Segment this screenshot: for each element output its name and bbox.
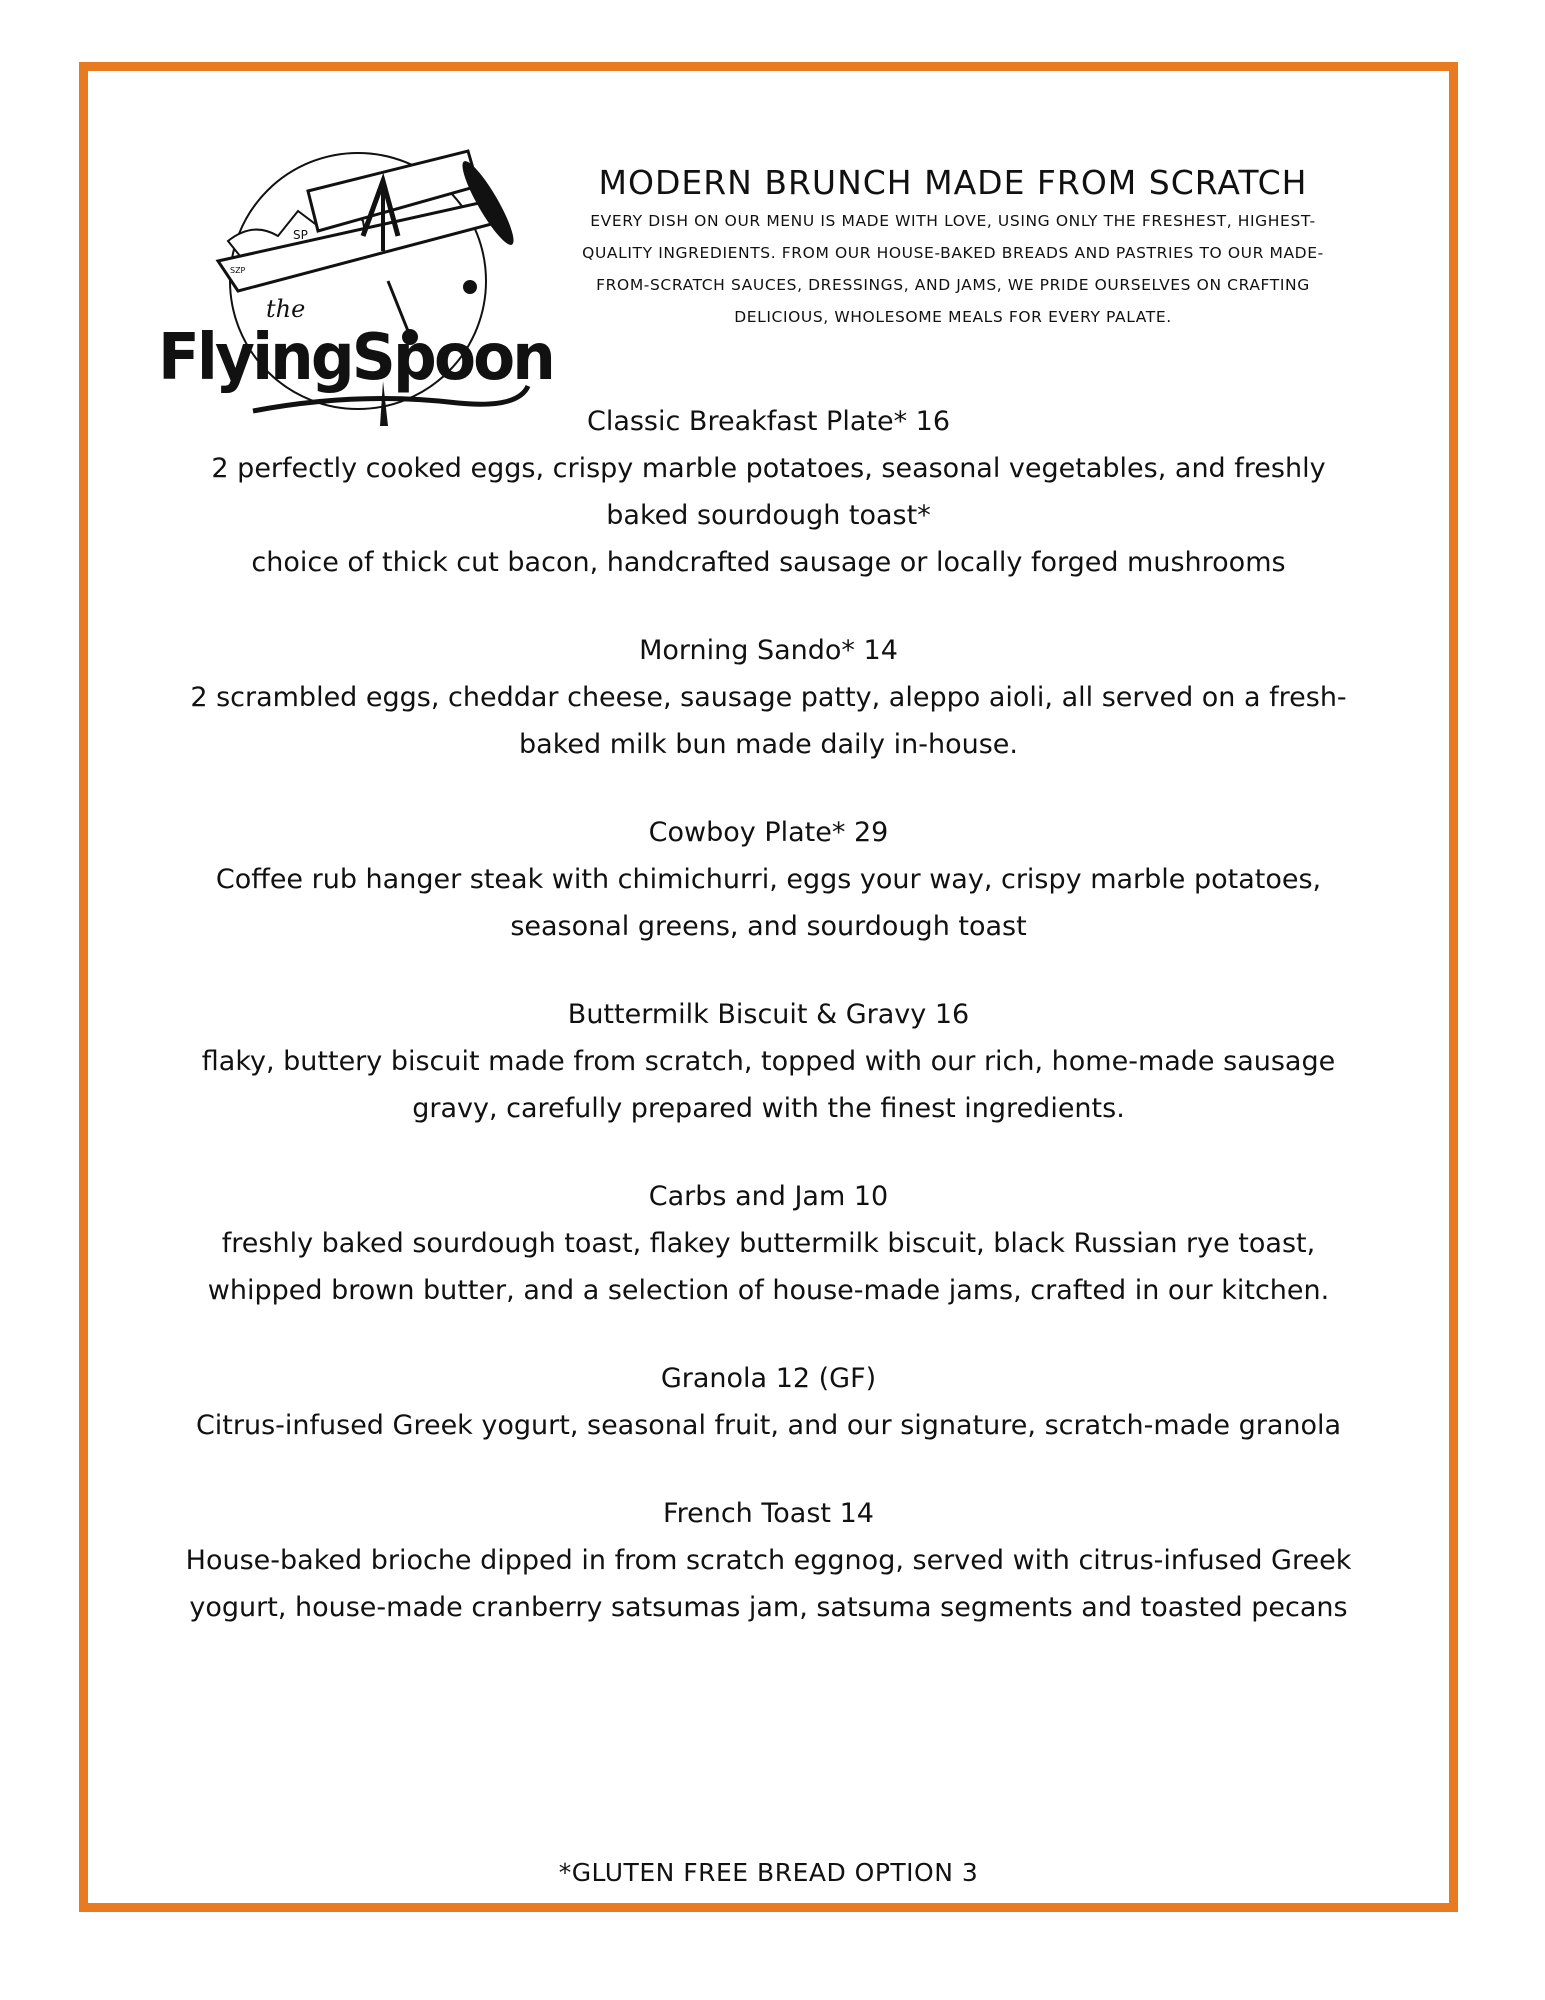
logo-wordmark: FlyingSpoon <box>158 321 553 395</box>
item-price: 29 <box>853 817 889 848</box>
item-description: flaky, buttery biscuit made from scratch, topped with our rich, home-made sausage gravy, carefully prepared with the finest ingredients. <box>201 1046 1336 1124</box>
menu-item-buttermilk-biscuit-gravy <box>88 992 1449 1132</box>
item-price: 10 <box>853 1181 889 1212</box>
plane-mark-2: SZP <box>230 266 246 275</box>
item-price: 14 <box>839 1498 874 1529</box>
menu-item-french-toast <box>88 1491 1449 1631</box>
menu-item-cowboy-plate <box>88 810 1449 950</box>
item-name: French Toast <box>663 1498 831 1529</box>
item-description: Coffee rub hanger steak with chimichurri, eggs your way, crispy marble potatoes, seasonal greens, and sourdough toast <box>215 864 1322 942</box>
menu-page <box>79 62 1458 1912</box>
item-description: 2 perfectly cooked eggs, crispy marble potatoes, seasonal vegetables, and freshly baked sourdough toast* <box>211 453 1326 531</box>
menu-list <box>88 399 1449 1673</box>
logo-small-text: the <box>266 295 306 323</box>
item-note: choice of thick cut bacon, handcrafted sausage or locally forged mushrooms <box>251 547 1286 578</box>
flying-spoon-logo <box>158 141 558 431</box>
page-title: MODERN BRUNCH MADE FROM SCRATCH <box>598 163 1308 202</box>
gluten-free-price: 3 <box>961 1858 979 1887</box>
item-name: Classic Breakfast Plate* <box>586 406 908 437</box>
gluten-free-note: *GLUTEN FREE BREAD OPTION <box>558 1858 954 1887</box>
item-name: Carbs and Jam <box>648 1181 846 1212</box>
menu-item-classic-breakfast-plate <box>88 399 1449 586</box>
menu-item-morning-sando <box>88 628 1449 768</box>
item-name: Morning Sando* <box>639 635 855 666</box>
intro-text: EVERY DISH ON OUR MENU IS MADE WITH LOVE, USING ONLY THE FRESHEST, HIGHEST-QUALITY INGREDIENTS. FROM OUR HOUSE-BAKED BREADS AND PASTRIES TO OUR MADE-FROM-SCRATCH SAUCES, DRESSINGS, AND JAMS, WE PRIDE OURSELVES ON CRAFTING DELICIOUS, WHOLESOME MEALS FOR EVERY PALATE. <box>582 212 1324 326</box>
item-price: 14 <box>863 635 898 666</box>
item-description: 2 scrambled eggs, cheddar cheese, sausage patty, aleppo aioli, all served on a fresh-baked milk bun made daily in-house. <box>190 682 1347 760</box>
item-price: 12 (GF) <box>775 1363 877 1394</box>
item-name: Cowboy Plate* <box>648 817 846 848</box>
item-name: Granola <box>660 1363 768 1394</box>
item-description: Citrus-infused Greek yogurt, seasonal fruit, and our signature, scratch-made granola <box>195 1410 1342 1441</box>
item-name: Buttermilk Biscuit & Gravy <box>567 999 927 1030</box>
item-description: House-baked brioche dipped in from scratch eggnog, served with citrus-infused Greek yogurt, house-made cranberry satsumas jam, satsuma segments and toasted pecans <box>185 1545 1352 1623</box>
menu-item-carbs-and-jam <box>88 1174 1449 1314</box>
footer-note <box>88 1858 1449 1887</box>
item-description: freshly baked sourdough toast, flakey buttermilk biscuit, black Russian rye toast, whipped brown butter, and a selection of house-made jams, crafted in our kitchen. <box>207 1228 1330 1306</box>
item-price: 16 <box>934 999 970 1030</box>
menu-item-granola <box>88 1356 1449 1449</box>
item-price: 16 <box>915 406 951 437</box>
plane-mark-1: SP <box>293 228 308 242</box>
header <box>568 163 1338 333</box>
